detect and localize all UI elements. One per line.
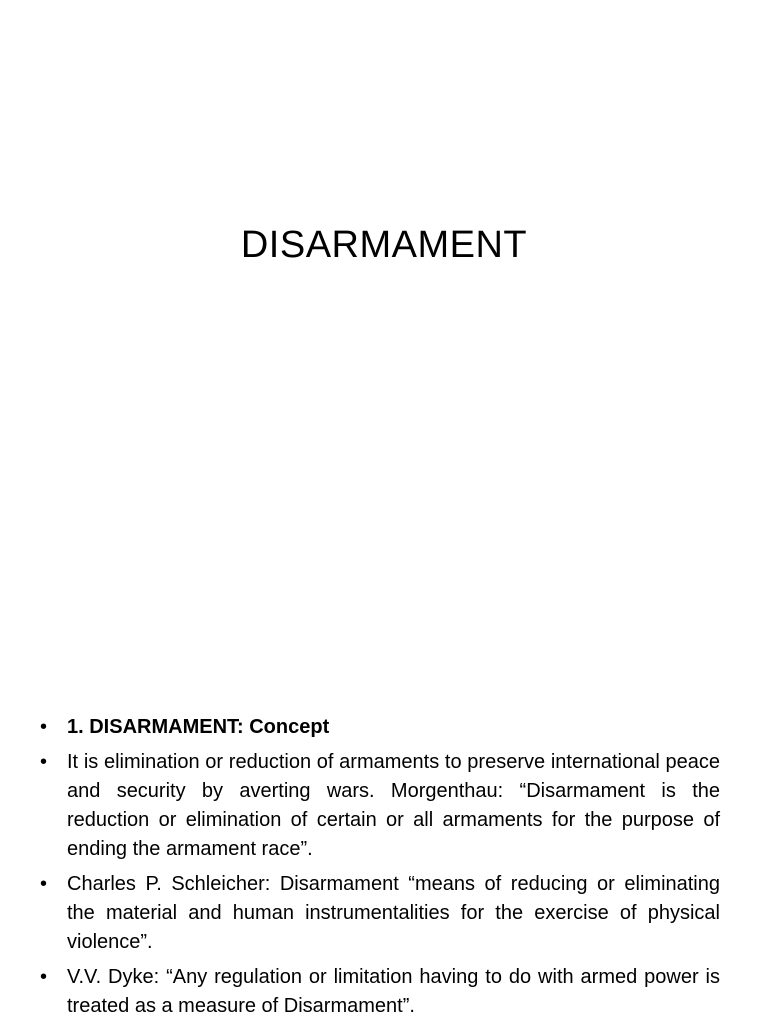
slide-title: DISARMAMENT xyxy=(240,224,528,266)
bullet-icon: • xyxy=(40,751,48,773)
bullet-text: 1. DISARMAMENT: Concept xyxy=(67,716,330,738)
bullet-icon: • xyxy=(40,966,48,988)
bullet-item-dyke xyxy=(40,963,720,1021)
bullet-text: V.V. Dyke: “Any regulation or limitation having to do with armed power is treated as a measure of Disarmament”. xyxy=(67,966,720,1017)
bullet-item-definition xyxy=(40,748,720,864)
bullet-icon: • xyxy=(40,873,48,895)
bullet-item-schleicher xyxy=(40,870,720,957)
bullet-list xyxy=(40,713,720,1027)
bullet-text: Charles P. Schleicher: Disarmament “means of reducing or eliminating the material and human instrumentalities for the exercise of physical violence”. xyxy=(67,873,720,953)
bullet-text: It is elimination or reduction of armaments to preserve international peace and security by averting wars. Morgenthau: “Disarmament is the reduction or elimination of certain or all armaments for the purpose of ending the armament race”. xyxy=(67,751,720,860)
bullet-icon: • xyxy=(40,716,48,738)
bullet-item-heading xyxy=(40,713,720,742)
